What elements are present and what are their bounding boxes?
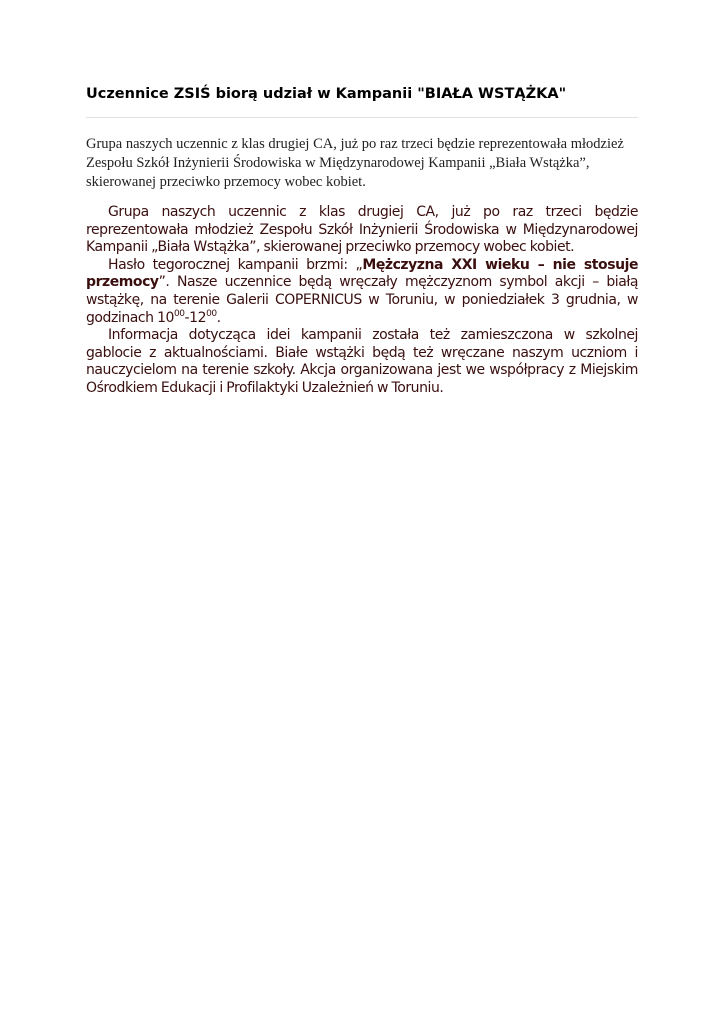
time-separator: - (184, 309, 190, 326)
time-start-minutes: 00 (173, 308, 185, 319)
campaign-slogan: Mężczyzna XXI wieku – nie stosuje przemocy (86, 256, 638, 291)
body-paragraph-2 (86, 257, 638, 327)
paragraph-2-intro: Hasło tegorocznej kampanii brzmi: „ (108, 256, 363, 273)
title-divider (86, 117, 638, 118)
body-paragraph-1: Grupa naszych uczennic z klas drugiej CA, już po raz trzeci będzie reprezentowała młodzież Zespołu Szkół Inżynierii Środowiska w Międzynarodowej Kampanii „Biała Wstążka”, skierowanej przeciwko przemocy wobec kobiet. (86, 204, 638, 256)
time-end-minutes: 00 (206, 308, 217, 319)
article-title: Uczennice ZSIŚ biorą udział w Kampanii "BIAŁA WSTĄŻKA" (86, 86, 567, 102)
paragraph-2-details: ”. Nasze uczennice będą wręczały mężczyznom symbol akcji – białą wstążkę, na terenie Galerii COPERNICUS w Toruniu, w poniedziałek 3 grudnia, w godzinach (86, 274, 638, 326)
body-paragraph-3: Informacja dotycząca idei kampanii została też zamieszczona w szkolnej gablocie z aktualnościami. Białe wstążki będą też wręczane naszym uczniom i nauczycielom na terenie szkoły. Akcja organizowana jest we współpracy z Miejskim Ośrodkiem Edukacji i Profilaktyki Uzależnień w Toruniu. (86, 327, 638, 396)
paragraph-2-end: . (216, 309, 221, 326)
time-end: 12 (189, 309, 207, 326)
article-lead: Grupa naszych uczennic z klas drugiej CA, już po raz trzeci będzie reprezentowała młodzież Zespołu Szkół Inżynierii Środowiska w Międzynarodowej Kampanii „Biała Wstążka”, skierowanej przeciwko przemocy wobec kobiet. (86, 136, 624, 190)
article-body (86, 204, 638, 398)
time-start: 10 (157, 309, 174, 326)
